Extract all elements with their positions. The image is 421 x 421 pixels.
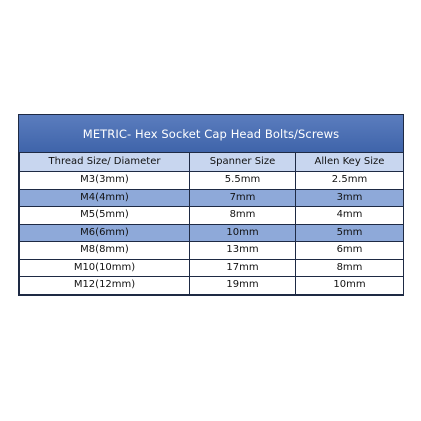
thread-size-cell: M12(12mm)	[20, 277, 190, 295]
table-row	[20, 259, 404, 277]
allen-key-size-cell: 3mm	[296, 189, 404, 207]
spanner-size-cell: 5.5mm	[190, 172, 296, 190]
allen-key-size-cell: 4mm	[296, 207, 404, 225]
spanner-size-cell: 19mm	[190, 277, 296, 295]
size-table-grid	[19, 153, 404, 295]
table-row	[20, 189, 404, 207]
allen-key-size-cell: 8mm	[296, 259, 404, 277]
thread-size-cell: M4(4mm)	[20, 189, 190, 207]
thread-size-cell: M8(8mm)	[20, 242, 190, 260]
spanner-size-cell: 10mm	[190, 224, 296, 242]
bolt-size-table	[18, 114, 404, 296]
table-row	[20, 172, 404, 190]
table-row	[20, 242, 404, 260]
spanner-size-cell: 7mm	[190, 189, 296, 207]
allen-key-size-cell: 6mm	[296, 242, 404, 260]
header-thread-size: Thread Size/ Diameter	[20, 153, 190, 172]
thread-size-cell: M5(5mm)	[20, 207, 190, 225]
spanner-size-cell: 8mm	[190, 207, 296, 225]
thread-size-cell: M3(3mm)	[20, 172, 190, 190]
header-spanner-size: Spanner Size	[190, 153, 296, 172]
spanner-size-cell: 13mm	[190, 242, 296, 260]
header-allen-key-size: Allen Key Size	[296, 153, 404, 172]
allen-key-size-cell: 5mm	[296, 224, 404, 242]
table-row	[20, 277, 404, 295]
allen-key-size-cell: 10mm	[296, 277, 404, 295]
allen-key-size-cell: 2.5mm	[296, 172, 404, 190]
table-row	[20, 224, 404, 242]
spanner-size-cell: 17mm	[190, 259, 296, 277]
table-row	[20, 207, 404, 225]
thread-size-cell: M10(10mm)	[20, 259, 190, 277]
table-title: METRIC- Hex Socket Cap Head Bolts/Screws	[19, 115, 403, 153]
thread-size-cell: M6(6mm)	[20, 224, 190, 242]
header-row	[20, 153, 404, 172]
